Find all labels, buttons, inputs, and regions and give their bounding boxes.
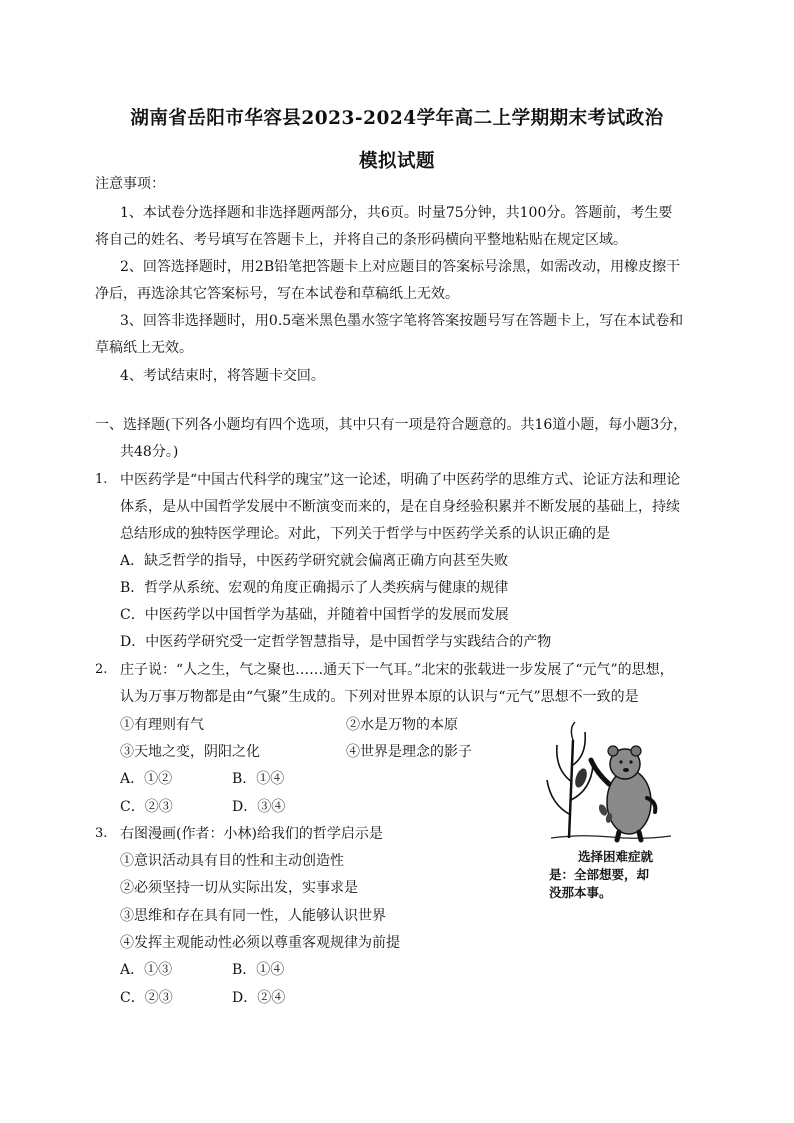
question-2-option-c: C．②③ [120,799,173,815]
notice-item-2-cont: 净后，再选涂其它答案标号，写在本试卷和草稿纸上无效。 [95,286,459,302]
question-2-option-b: B．①④ [232,771,285,787]
question-1-option-b: B．哲学从系统、宏观的角度正确揭示了人类疾病与健康的规律 [120,580,509,596]
question-1-option-a: A．缺乏哲学的指导，中医药学研究就会偏离正确方向甚至失败 [120,553,509,569]
section-heading-cont: 共48分。) [120,444,179,460]
notice-item-1: 1、本试卷分选择题和非选择题两部分，共6页。时量75分钟，共100分。答题前，考生要 [120,205,673,221]
question-2-stem: 庄子说：“人之生，气之聚也……通天下一气耳。”北宋的张载进一步发展了“元气”的思想， [120,662,674,678]
question-1-stem-cont: 总结形成的独特医学理论。对此，下列关于哲学与中医药学关系的认识正确的是 [120,526,610,542]
question-3-option-b: B．①④ [232,962,285,978]
section-heading: 一、选择题(下列各小题均有四个选项，其中只有一项是符合题意的。共16道小题，每小题3分， [95,417,688,433]
notice-item-4: 4、考试结束时，将答题卡交回。 [120,368,325,384]
question-2-statement-2: ②水是万物的本原 [346,717,458,733]
question-2-option-d: D．③④ [232,799,286,815]
question-3-statement-4: ④发挥主观能动性必须以尊重客观规律为前提 [120,935,400,951]
cartoon-caption: 是：全部想要，却 [549,867,650,882]
exam-title: 湖南省岳阳市华容县2023-2024学年高二上学期期末考试政治 [130,108,664,129]
question-number: 3. [95,826,108,841]
question-1-stem-cont: 体系，是从中国哲学发展中不断演变而来的，是在自身经验积累并不断发展的基础上，持续 [120,499,680,515]
question-number: 2. [95,662,108,677]
question-1-stem: 中医药学是“中国古代科学的瑰宝”这一论述，明确了中医药学的思维方式、论证方法和理论 [120,472,681,488]
question-3-statement-2: ②必须坚持一切从实际出发，实事求是 [120,880,358,896]
bear-icon [591,746,655,840]
question-1-option-d: D．中医药学研究受一定哲学智慧指导，是中国哲学与实践结合的产物 [120,634,552,650]
cartoon-caption: 没那本事。 [549,885,612,900]
question-number: 1. [95,472,108,487]
notice-item-3-cont: 草稿纸上无效。 [95,340,193,356]
question-3-option-a: A．①③ [120,962,173,978]
question-3-option-c: C．②③ [120,990,173,1006]
notice-item-3: 3、回答非选择题时，用0.5毫米黑色墨水签字笔将答案按题号写在答题卡上，写在本试卷和 [120,313,684,329]
question-2-stem-cont: 认为万事万物都是由“气聚”生成的。下列对世界本原的认识与“元气”思想不一致的是 [120,689,639,705]
corn-plant-icon [547,722,593,838]
question-3-stem: 右图漫画(作者：小林)给我们的哲学启示是 [120,826,383,842]
question-2-statement-4: ④世界是理念的影子 [346,744,472,760]
cartoon-caption: 选择困难症就 [578,849,654,864]
question-2-statement-3: ③天地之变，阴阳之化 [120,744,260,760]
question-3-option-d: D．②④ [232,990,286,1006]
notice-item-2: 2、回答选择题时，用2B铅笔把答题卡上对应题目的答案标号涂黑，如需改动，用橡皮擦干 [120,259,681,275]
notice-heading: 注意事项： [95,176,165,192]
question-2-option-a: A．①② [120,771,173,787]
question-1-option-c: C．中医药学以中国哲学为基础，并随着中国哲学的发展而发展 [120,607,509,623]
question-3-statement-1: ①意识活动具有目的性和主动创造性 [120,853,344,869]
question-2-statement-1: ①有理则有气 [120,717,204,733]
exam-subtitle: 模拟试题 [358,151,435,172]
notice-item-1-cont: 将自己的姓名、考号填写在答题卡上，并将自己的条形码横向平整地粘贴在规定区域。 [95,232,627,248]
question-3-statement-3: ③思维和存在具有同一性，人能够认识世界 [120,908,386,924]
